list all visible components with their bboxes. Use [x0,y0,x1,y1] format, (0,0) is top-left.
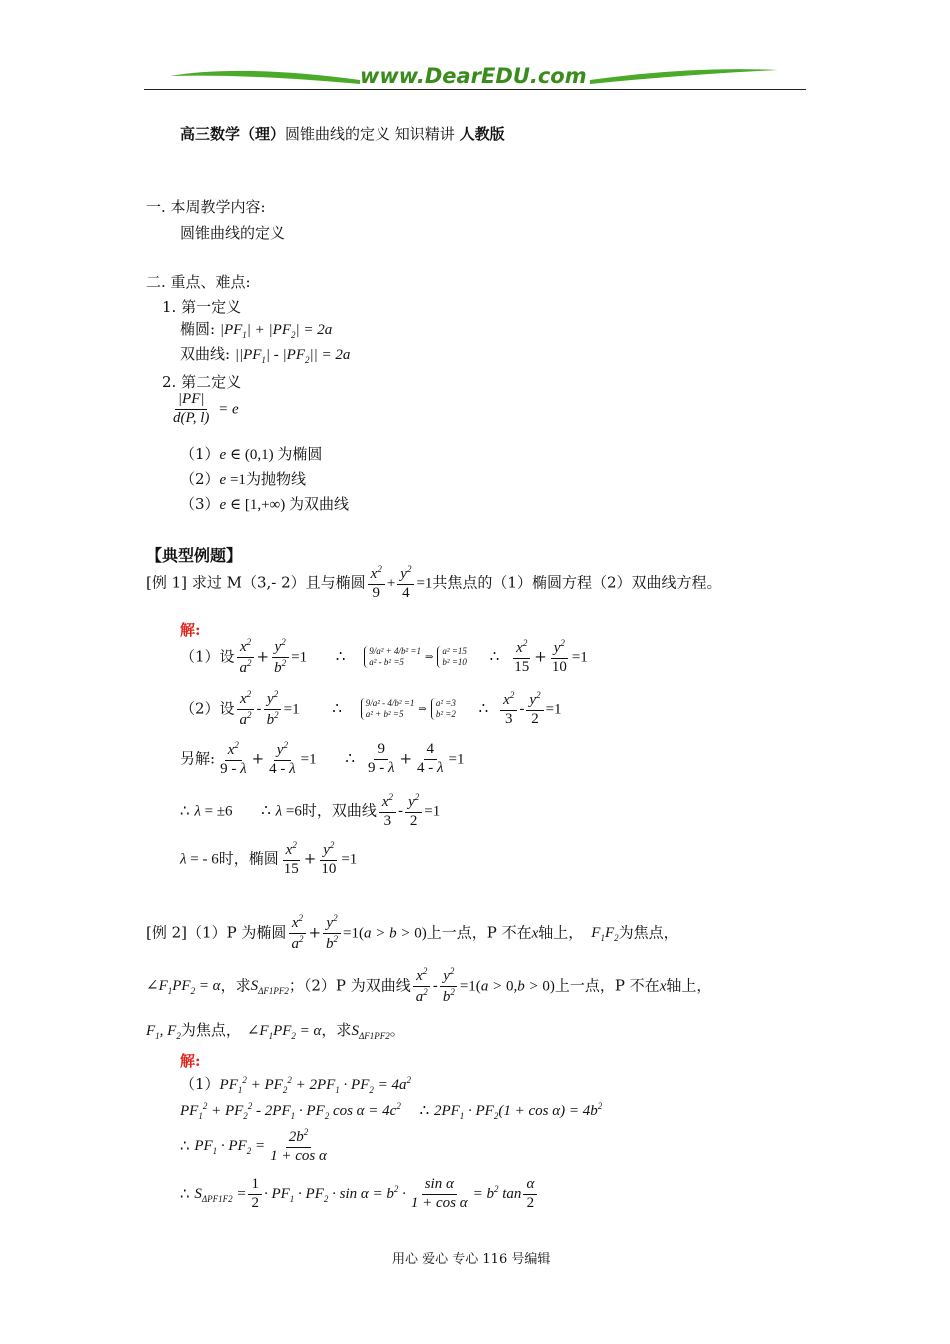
section1-heading: 一. 本周教学内容: [146,198,266,216]
def2-formula: $\frac{|PF|}{d(P, l)}$ = e [168,392,239,427]
footer-text: 用心 爱心 专心 116 号编辑 [392,1252,551,1267]
hyperbola-label: 双曲线: [180,345,231,363]
hyperbola-formula: $||PF_1| - |PF_2|| = 2a$ [234,347,351,365]
def1-label: 1. 第一定义 [162,298,242,316]
section2-heading: 二. 重点、难点: [146,273,251,291]
example2-solution-label: 解: [180,1052,201,1070]
example2-eq2: $PF_1^2 + PF_2^2 - 2PF_1 \cdot PF_2$ $\cos \alpha = 4c^2$ ∴ $2PF_1 \cdot PF_2(1 + \cos \alpha) = 4b^2$ [180,1101,603,1121]
case2: （2）e =1为抛物线 [180,470,306,488]
example2-eq3: ∴ $PF_1 \cdot PF_2$ = $\frac{2b^2}{\text{1 + cos α}}$ [180,1127,327,1164]
title-part2: 圆锥曲线的定义 知识精讲 [285,125,455,143]
example2-line3: $F_1$, $F_2$为焦点， $\angle F_1PF_2 = \alpha$，求$S_{\Delta F1PF2}$。 [146,1021,405,1041]
eccentricity-fraction: $\frac{|PF|}{d(P, l)}$ [173,391,210,426]
title-part3: 人教版 [459,125,505,143]
case1: （1）e ∈ (0,1) 为椭圆 [180,445,323,463]
example2-line1: [例 2]（1）P 为椭圆 $\frac{x^2}{a^2}$ + $\frac{y^2}{b^2}$ =1(a > b > 0)上一点，P 不在x轴上， $F_1F_2$为焦点， [146,913,679,952]
example2-eq4: ∴ $S_{\Delta PF1F2}$ = $\frac{1}{2}$ · $PF_1 \cdot PF_2 \cdot \sin \alpha = b^2$ · $\frac{\text{sin α}}{\text{1 + cos α}}$ = $b^2$ tan $\frac{\alpha}{2}$ [180,1177,539,1212]
example1-part1: （1）设 $\frac{x^2}{a^2}$ + $\frac{y^2}{b^2}$ =1 ∴ 9/a² + 4/b² =1 a² - b² =5 ⇒ a² =15 b² =10 ∴ $\frac{x^2}{15}$ + $\frac{y^2}{10}$ =1 [180,637,588,676]
ellipse-label: 椭圆: [180,320,216,338]
example1-solution-label: 解: [180,621,201,639]
case3: （3）e ∈ [1,+∞) 为双曲线 [180,495,349,513]
ellipse-definition [180,318,332,340]
logo-text: www.DearEDU.com [360,64,587,88]
title-part1: 高三数学（理） [180,125,286,143]
example1-statement: [例 1] 求过 M（3,- 2）且与椭圆 $\frac{x^2}{9}$ + $\frac{y^2}{4}$ =1共焦点的（1）椭圆方程（2）双曲线方程。 [146,564,722,601]
ellipse-formula: $|PF_1| + |PF_2| = 2a$ [219,322,333,340]
page-title [180,123,505,144]
header-logo [170,62,780,92]
header-rule [144,89,806,90]
example1-alt-solution: 另解: $\frac{x^2}{9 - \lambda}$ + $\frac{y^2}{4 - \lambda}$ =1 ∴ $\frac{9}{9 - \lambda}$ + $\frac{4}{4 - \lambda}$ =1 [180,740,465,777]
example1-part2: （2）设 $\frac{x^2}{a^2}$ - $\frac{y^2}{b^2}$ =1 ∴ 9/a² - 4/b² =1 a² + b² =5 ⇒ a² =3 b² =2 ∴ $\frac{x^2}{3}$ - $\frac{y^2}{2}$ =1 [180,689,562,728]
def2-label: 2. 第二定义 [162,373,242,391]
section1-content: 圆锥曲线的定义 [180,224,286,242]
example1-ellipse-case: λ = - 6时，椭圆 $\frac{x^2}{15}$ + $\frac{y^2}{10}$ =1 [180,840,358,877]
example2-eq1: $(1)PF_1^2 + PF_2^2 + 2PF_1 \cdot PF_2 = 4a^2$ [180,1075,411,1095]
example2-line2: $\angle F_1PF_2 = \alpha$，求$S_{\Delta F1PF2}$；（2）P 为双曲线 $\frac{x^2}{a^2}$ - $\frac{y^2}{b^2}$ =1(a > 0,b > 0)上一点，P 不在x轴上， [146,966,712,1005]
hyperbola-definition [180,343,350,365]
examples-heading: 【典型例题】 [146,546,243,565]
example1-lambda: ∴ λ = ±6 ∴ λ =6时，双曲线 $\frac{x^2}{3}$ - $\frac{y^2}{2}$ =1 [180,792,441,829]
